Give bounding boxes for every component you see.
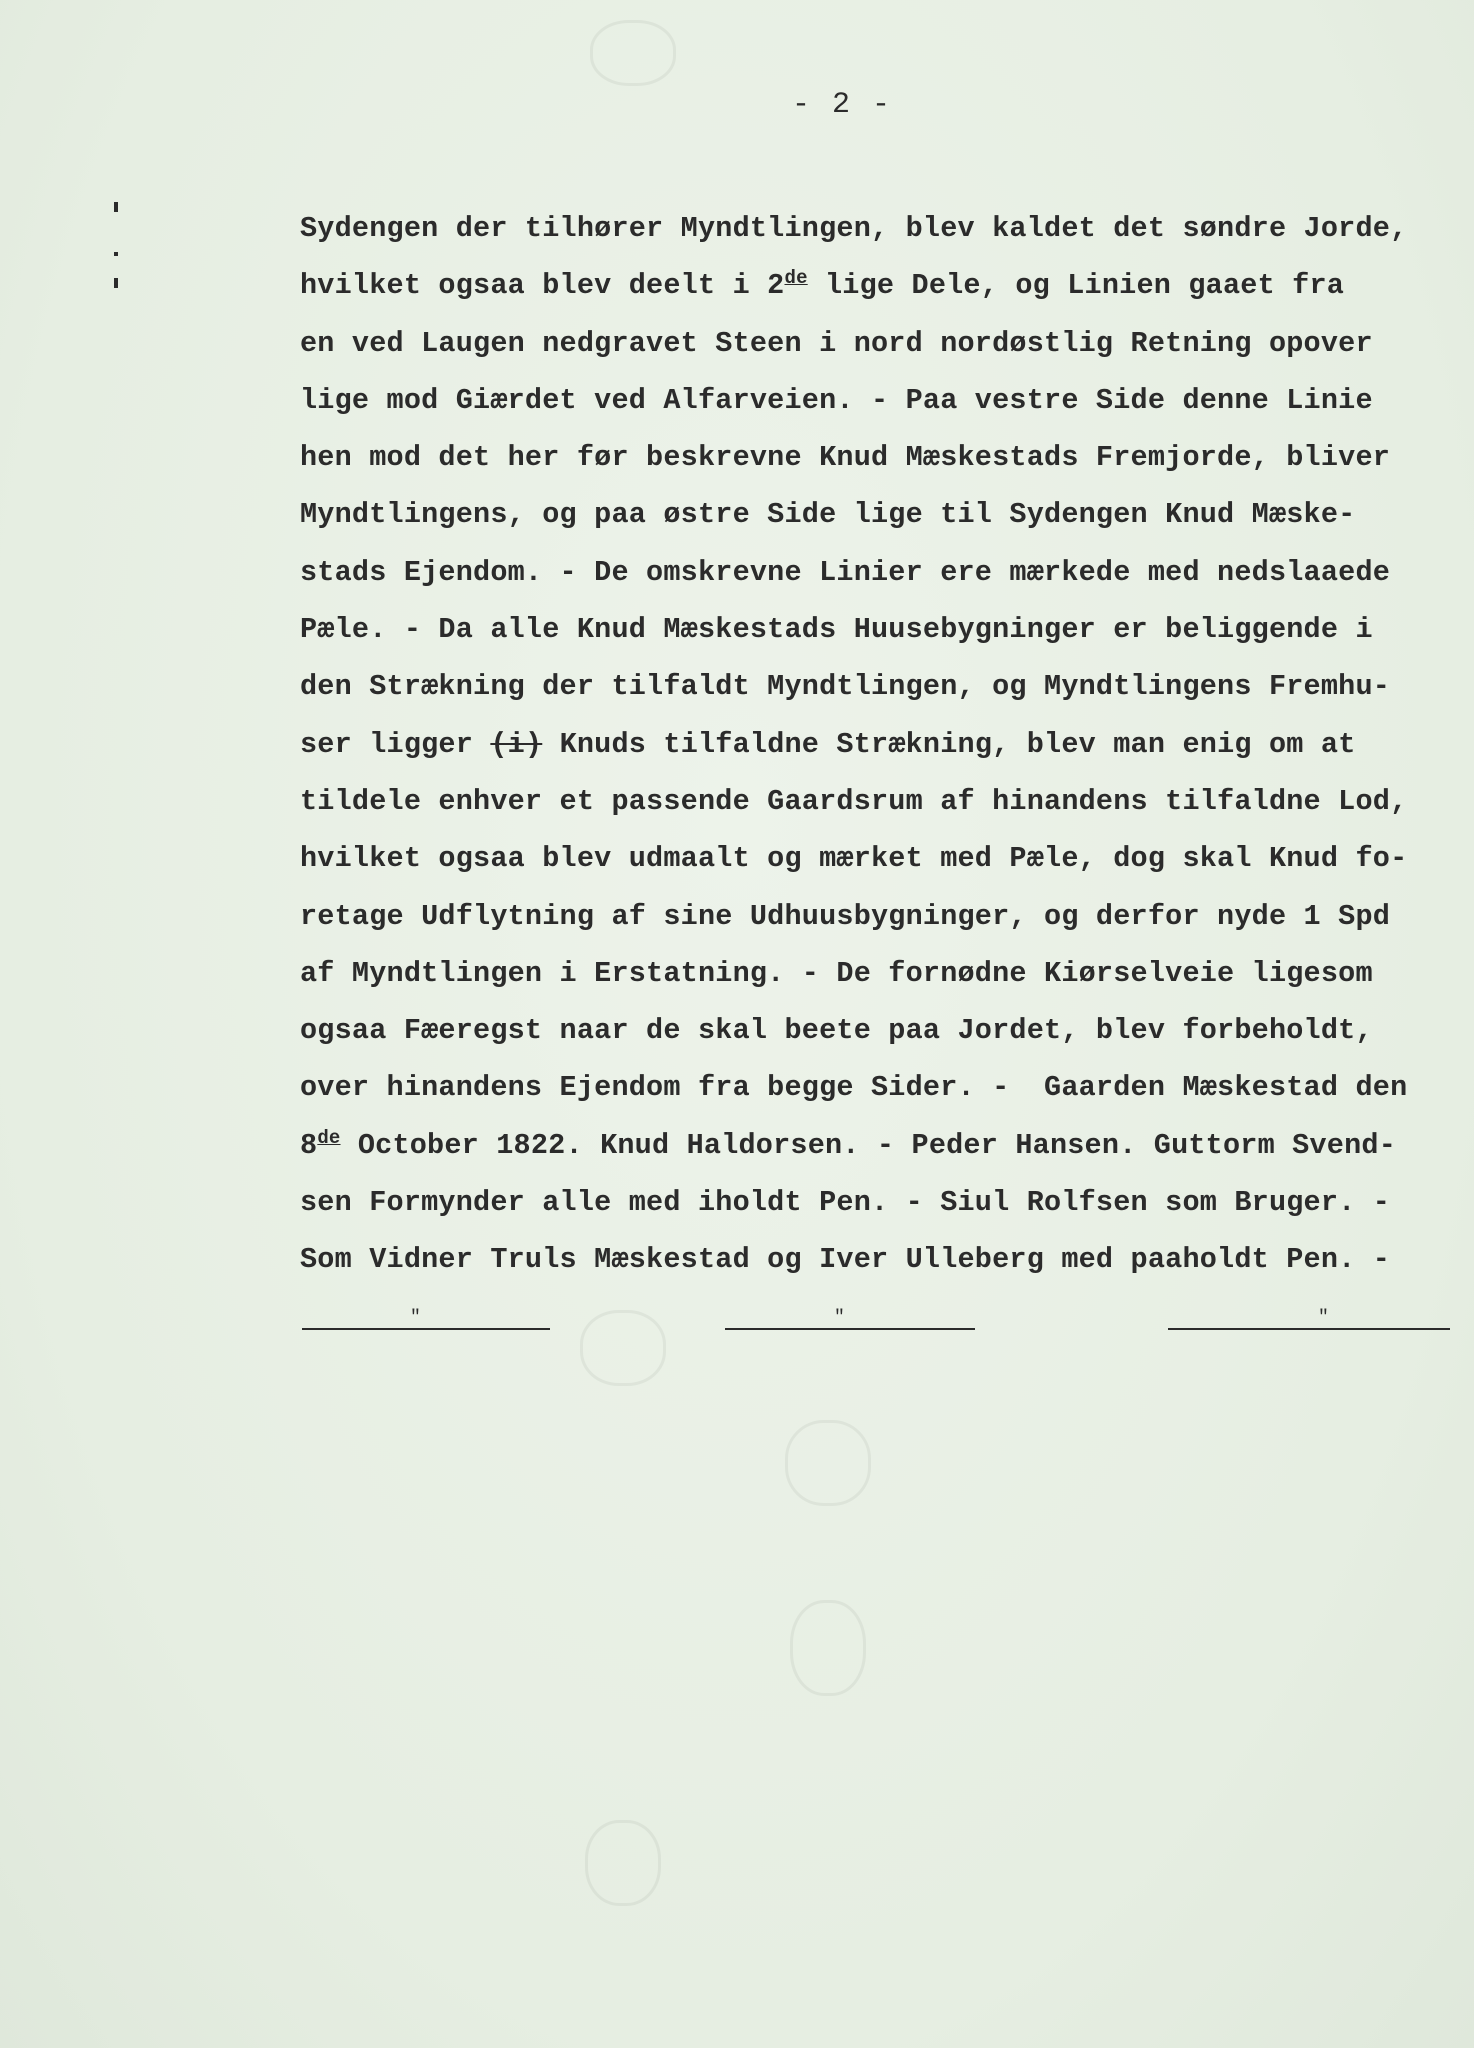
text-segment: Knuds tilfaldne Strækning, blev man enig om at (542, 727, 1356, 761)
text-segment: hvilket ogsaa blev udmaalt og mærket med Pæle, dog skal Knud fo- (300, 842, 1408, 876)
text-segment: hen mod det her før beskrevne Knud Mæskestads Fremjorde, bliver (300, 441, 1391, 475)
text-segment: lige Dele, og Linien gaaet fra (807, 269, 1345, 303)
text-line (300, 1117, 1450, 1174)
margin-mark (114, 278, 118, 288)
text-line (300, 200, 1450, 257)
bleed-through-mark (580, 1310, 666, 1386)
bleed-through-mark (585, 1820, 661, 1906)
ordinal-superscript: de (317, 1126, 341, 1149)
bleed-through-mark (590, 20, 676, 86)
signature-line (302, 1328, 550, 1330)
text-line (300, 544, 1450, 601)
ordinal-superscript: de (784, 267, 808, 290)
text-line (300, 658, 1450, 715)
text-segment: den Strækning der tilfaldt Myndtlingen, og Myndtlingens Fremhu- (300, 670, 1391, 704)
page-number: - 2 - (792, 88, 893, 122)
text-segment: Sydengen der tilhører Myndtlingen, blev kaldet det søndre Jorde, (300, 212, 1408, 245)
margin-mark (114, 202, 118, 212)
text-segment: ser ligger (300, 727, 491, 761)
text-segment: retage Udflytning af sine Udhuusbygninger, og derfor nyde 1 Spd (300, 899, 1391, 933)
text-segment: Pæle. - Da alle Knud Mæskestads Huusebygninger er beliggende i (300, 613, 1373, 647)
text-line (300, 315, 1450, 372)
text-line (300, 257, 1450, 314)
text-segment: Som Vidner Truls Mæskestad og Iver Ulleberg med paaholdt Pen. - (300, 1243, 1391, 1277)
text-segment: over hinandens Ejendom fra begge Sider. - Gaarden Mæskestad den (300, 1071, 1408, 1105)
text-segment: ogsaa Fæeregst naar de skal beete paa Jordet, blev forbeholdt, (300, 1014, 1373, 1048)
text-segment: af Myndtlingen i Erstatning. - De fornødne Kiørselveie ligesom (300, 956, 1373, 990)
text-segment: October 1822. Knud Haldorsen. - Peder Hansen. Guttorm Svend- (340, 1128, 1397, 1162)
text-line (300, 429, 1450, 486)
text-line (300, 716, 1450, 773)
text-line (300, 1231, 1450, 1288)
text-line (300, 945, 1450, 1002)
text-segment: 8 (300, 1128, 318, 1162)
text-segment: Myndtlingens, og paa østre Side lige til Sydengen Knud Mæske- (300, 498, 1356, 532)
text-segment: hvilket ogsaa blev deelt i 2 (300, 269, 785, 303)
margin-mark (114, 252, 118, 256)
text-line (300, 830, 1450, 887)
bleed-through-mark (790, 1600, 866, 1696)
text-segment: en ved Laugen nedgravet Steen i nord nordøstlig Retning opover (300, 326, 1373, 360)
signature-mark: " (834, 1308, 845, 1328)
text-line (300, 1174, 1450, 1231)
text-line (300, 372, 1450, 429)
text-line (300, 773, 1450, 830)
text-segment: lige mod Giærdet ved Alfarveien. - Paa vestre Side denne Linie (300, 383, 1373, 417)
text-segment: tildele enhver et passende Gaardsrum af hinandens tilfaldne Lod, (300, 784, 1408, 818)
signature-line (725, 1328, 975, 1330)
signature-mark: " (410, 1308, 421, 1328)
struck-text: (i) (490, 727, 543, 761)
text-line (300, 1059, 1450, 1116)
document-body (300, 200, 1450, 1289)
text-line (300, 888, 1450, 945)
text-line (300, 1002, 1450, 1059)
bleed-through-mark (785, 1420, 871, 1506)
signature-line (1168, 1328, 1450, 1330)
text-line (300, 486, 1450, 543)
text-segment: sen Formynder alle med iholdt Pen. - Siul Rolfsen som Bruger. - (300, 1186, 1391, 1220)
signature-mark: " (1318, 1308, 1329, 1328)
text-segment: stads Ejendom. - De omskrevne Linier ere mærkede med nedslaaede (300, 555, 1391, 589)
text-line (300, 601, 1450, 658)
